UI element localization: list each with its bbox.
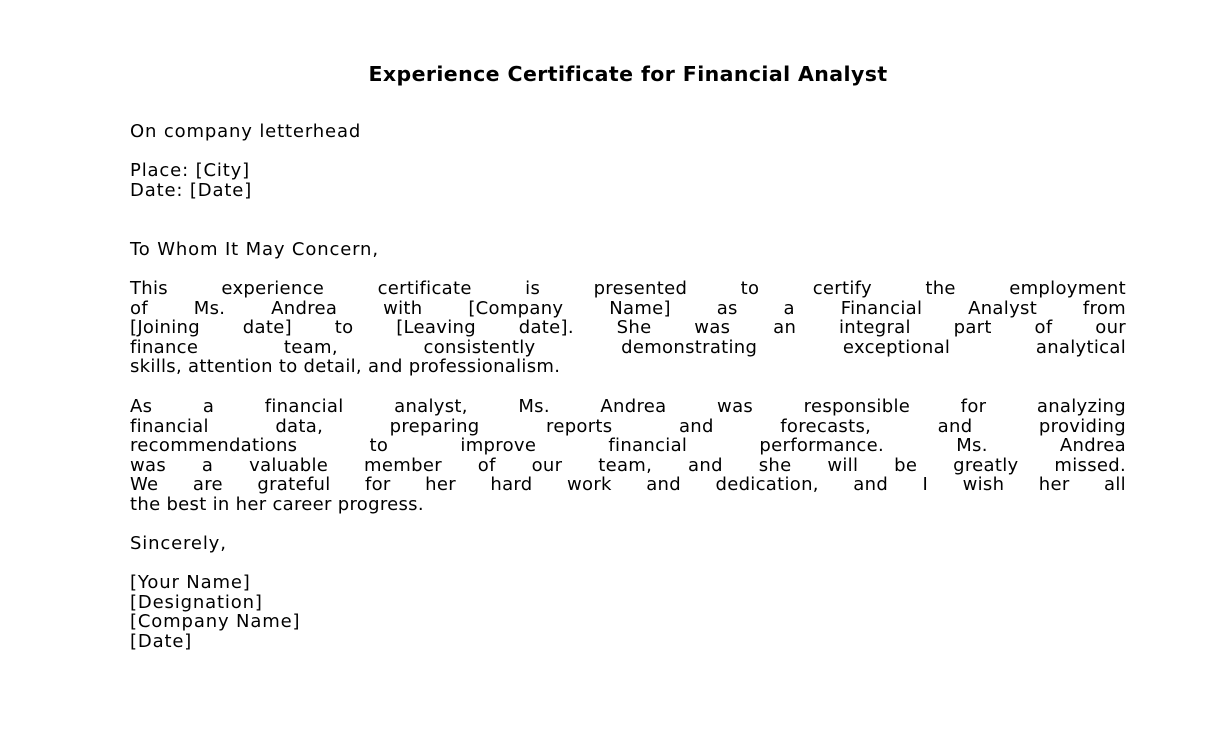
closing-text: Sincerely, bbox=[130, 533, 227, 554]
paragraph-line: skills, attention to detail, and professionalism. bbox=[130, 356, 561, 378]
salutation-text: To Whom It May Concern, bbox=[130, 239, 379, 260]
signature-designation: [Designation] bbox=[130, 591, 263, 613]
salutation bbox=[130, 240, 1126, 260]
paragraph-line: This experience certificate is presented to certify the employment bbox=[130, 278, 1126, 299]
paragraph-line: the best in her career progress. bbox=[130, 493, 424, 515]
date-line: Date: [Date] bbox=[130, 179, 253, 201]
paragraph-line: of Ms. Andrea with [Company Name] as a Financial Analyst from bbox=[130, 297, 1126, 319]
signature-date: [Date] bbox=[130, 630, 193, 652]
place-date-block bbox=[130, 161, 1126, 200]
document-title: Experience Certificate for Financial Analyst bbox=[368, 62, 888, 86]
letterhead-note-text: On company letterhead bbox=[130, 121, 362, 142]
signature-block bbox=[130, 573, 1126, 651]
paragraph-line: [Joining date] to [Leaving date]. She was an integral part of our bbox=[130, 317, 1126, 339]
paragraph-line: As a financial analyst, Ms. Andrea was responsible for analyzing bbox=[130, 396, 1126, 417]
paragraph-employment bbox=[130, 279, 1126, 377]
paragraph-line: recommendations to improve financial performance. Ms. Andrea bbox=[130, 435, 1126, 457]
closing bbox=[130, 534, 1126, 554]
paragraph-line: financial data, preparing reports and forecasts, and providing bbox=[130, 415, 1126, 437]
paragraph-line: was a valuable member of our team, and she will be greatly missed. bbox=[130, 454, 1126, 476]
paragraph-responsibilities bbox=[130, 397, 1126, 515]
signature-name: [Your Name] bbox=[130, 572, 251, 593]
place-line: Place: [City] bbox=[130, 160, 251, 181]
letterhead-note bbox=[130, 122, 1126, 142]
paragraph-line: We are grateful for her hard work and dedication, and I wish her all bbox=[130, 474, 1126, 496]
signature-company: [Company Name] bbox=[130, 611, 301, 633]
paragraph-line: finance team, consistently demonstrating exceptional analytical bbox=[130, 336, 1126, 358]
